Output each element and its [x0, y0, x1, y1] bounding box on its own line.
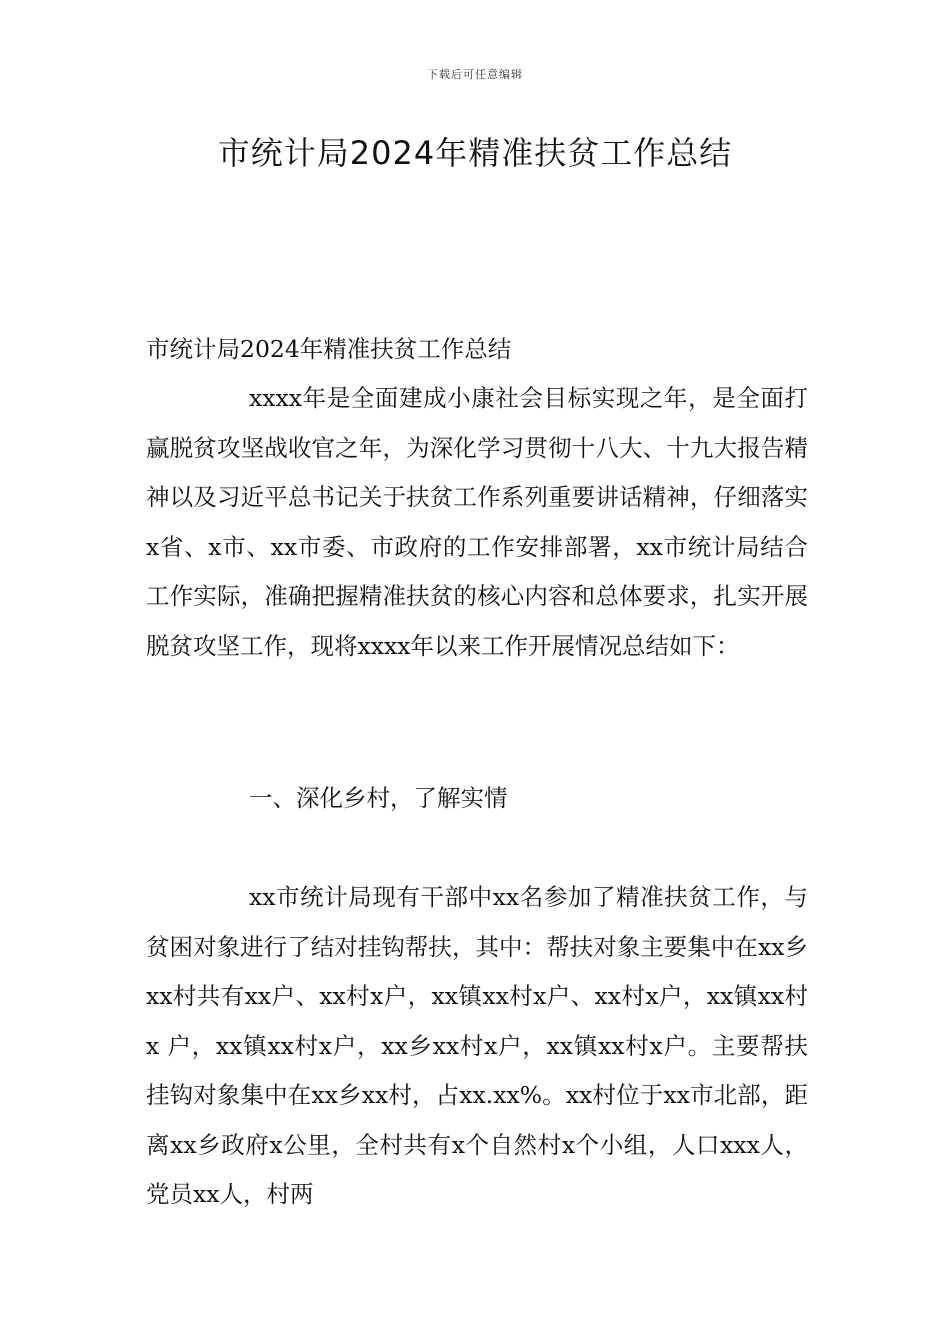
- document-title: 市统计局2024年精准扶贫工作总结: [217, 134, 733, 172]
- intro-paragraph: xxxx年是全面建成小康社会目标实现之年，是全面打赢脱贫攻坚战收官之年，为深化学习贯彻十八大、十九大报告精神以及习近平总书记关于扶贫工作系列重要讲话精神，仔细落实x省、x市、xx市委、市政府的工作安排部署，xx市统计局结合工作实际，准确把握精准扶贫的核心内容和总体要求，扎实开展脱贫攻坚工作，现将xxxx年以来工作开展情况总结如下：: [146, 384, 808, 660]
- section-heading: 一、深化乡村，了解实情: [249, 784, 508, 812]
- section-paragraph: xx市统计局现有干部中xx名参加了精准扶贫工作，与贫困对象进行了结对挂钩帮扶，其中：帮扶对象主要集中在xx乡xx村共有xx户、xx村x户，xx镇xx村x户、xx村x户，xx镇xx村x 户，xx镇xx村x户，xx乡xx村x户，xx镇xx村x户。主要帮扶挂钩对象集中在xx乡xx村，占xx.xx%。xx村位于xx市北部，距离xx乡政府x公里，全村共有x个自然村x个小组，人口xxx人，党员xx人，村两: [146, 883, 808, 1208]
- header-note: 下载后可任意编辑: [427, 68, 523, 81]
- repeated-title: 市统计局2024年精准扶贫工作总结: [146, 335, 512, 363]
